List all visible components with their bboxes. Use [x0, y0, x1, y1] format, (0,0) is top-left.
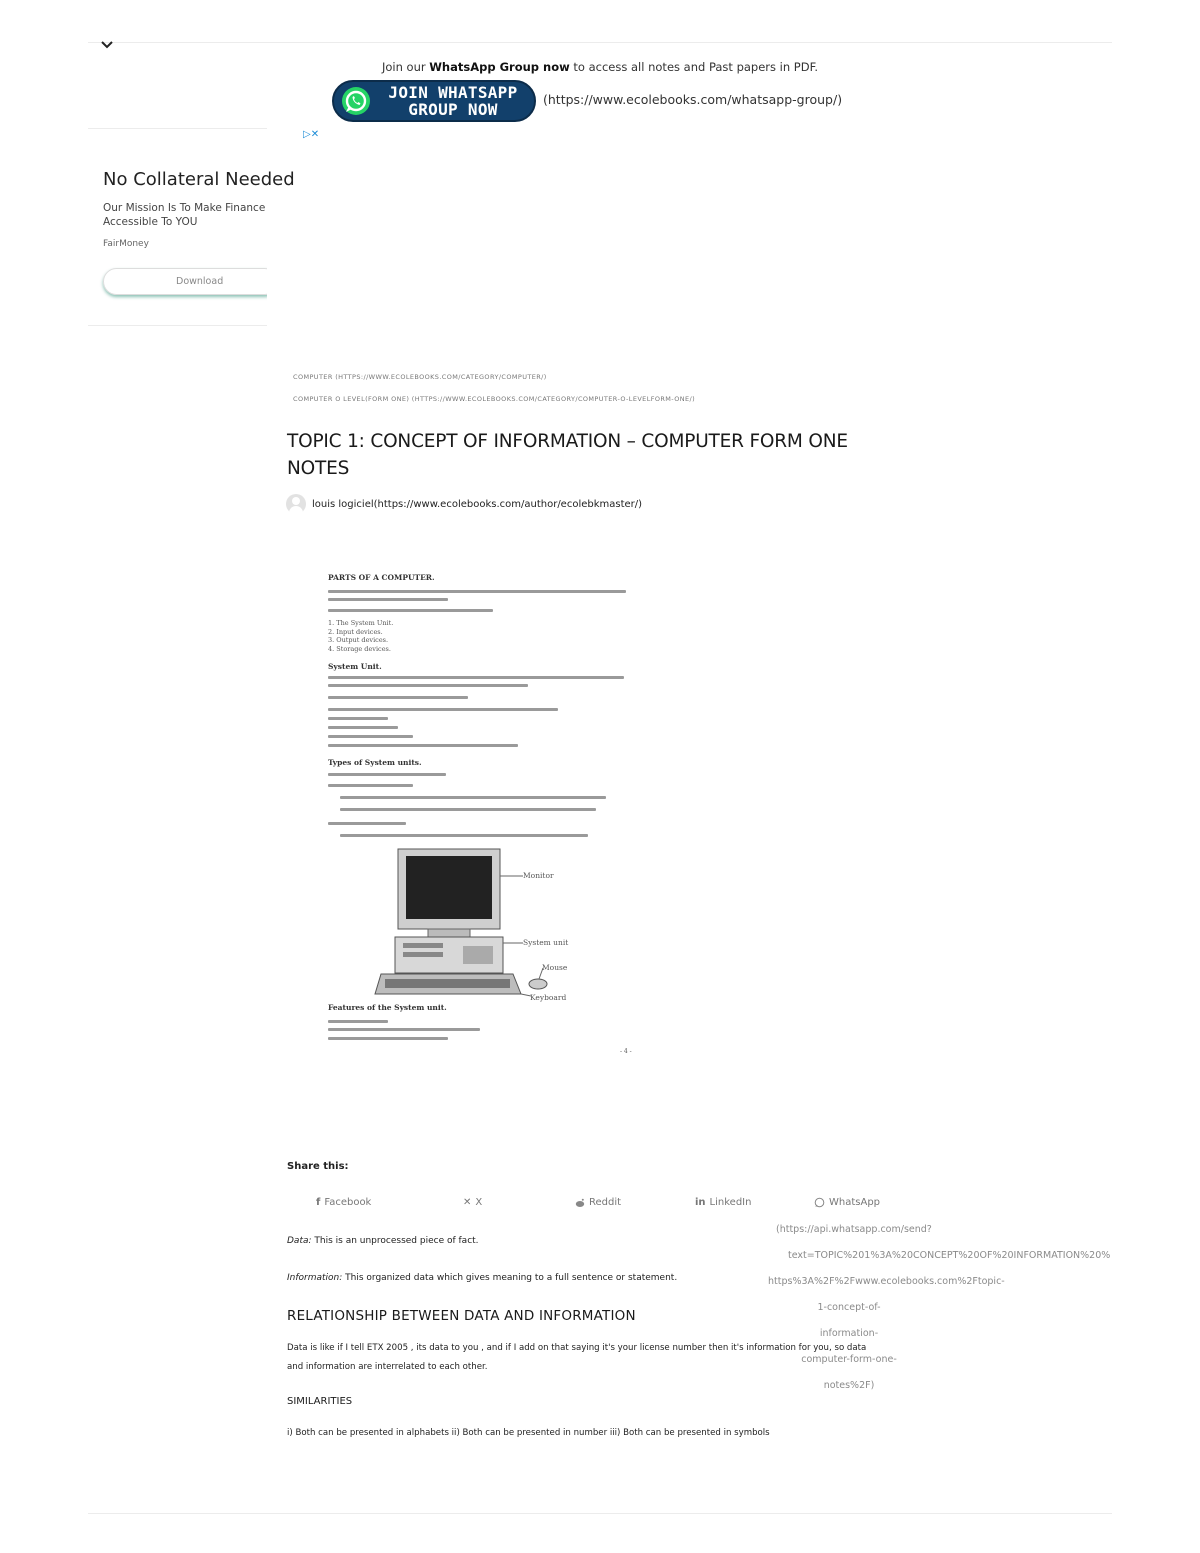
- author-name[interactable]: louis logiciel(https://www.ecolebooks.com/author/ecolebkmaster/): [312, 498, 643, 510]
- ad-download-button[interactable]: Download: [103, 268, 278, 295]
- share-reddit-button[interactable]: Reddit: [575, 1197, 621, 1208]
- join-whatsapp-button[interactable]: [332, 80, 536, 122]
- document-image: [318, 566, 638, 1062]
- share-whatsapp-button[interactable]: WhatsApp: [814, 1197, 880, 1208]
- doc-section-system-unit: System Unit.: [328, 662, 382, 671]
- doc-text-line: [340, 834, 588, 837]
- linkedin-icon: in: [695, 1197, 706, 1208]
- doc-text-line: [328, 744, 518, 747]
- relationship-text-line1: Data is like if I tell ETX 2005 , its data to you , and if I add on that saying it's your license number then it's information for you, so data: [287, 1343, 867, 1353]
- similarities-heading: SIMILARITIES: [287, 1396, 353, 1407]
- share-label: Share this:: [287, 1161, 349, 1172]
- doc-text-line: [340, 808, 596, 811]
- x-logo-icon: ✕: [463, 1197, 472, 1208]
- information-definition: Information: This organized data which gives meaning to a full sentence or statement.: [287, 1273, 678, 1283]
- data-definition: Data: This is an unprocessed piece of fact.: [287, 1236, 479, 1246]
- whatsapp-icon: [340, 85, 372, 117]
- doc-text-line: [328, 1020, 388, 1023]
- doc-text-line: [328, 684, 528, 687]
- author-byline[interactable]: [286, 494, 642, 514]
- doc-text-line: [328, 717, 388, 720]
- ad-brand: FairMoney: [103, 239, 149, 249]
- doc-text-line: [328, 1037, 448, 1040]
- whatsapp-button-line1: JOIN WHATSAPP: [388, 83, 518, 102]
- doc-text-line: [328, 1028, 480, 1031]
- doc-label-monitor: Monitor: [523, 871, 554, 880]
- whatsapp-button-line2: GROUP NOW: [408, 100, 498, 119]
- ad-clip-mask: [267, 255, 287, 315]
- relationship-text-line2: and information are interrelated to each other.: [287, 1362, 488, 1372]
- doc-text-line: [328, 735, 413, 738]
- reddit-icon: [575, 1198, 585, 1208]
- whatsapp-icon: [814, 1197, 825, 1208]
- breadcrumb-category-form-one[interactable]: COMPUTER O LEVEL(FORM ONE) (HTTPS://WWW.ECOLEBOOKS.COM/CATEGORY/COMPUTER-O-LEVELFORM-ONE/): [293, 395, 696, 403]
- ad-bottom-divider: [88, 325, 267, 326]
- doc-text-line: [328, 784, 413, 787]
- whatsapp-group-link[interactable]: (https://www.ecolebooks.com/whatsapp-group/): [543, 92, 843, 107]
- doc-text-line: [328, 773, 446, 776]
- chevron-down-icon[interactable]: [99, 38, 115, 52]
- top-divider: [88, 42, 1112, 43]
- relationship-heading: RELATIONSHIP BETWEEN DATA AND INFORMATION: [287, 1308, 636, 1324]
- similarities-text: i) Both can be presented in alphabets ii) Both can be presented in number iii) Both can be presented in symbols: [287, 1428, 770, 1438]
- facebook-icon: f: [316, 1197, 321, 1208]
- doc-section-types: Types of System units.: [328, 758, 422, 767]
- avatar: [286, 494, 306, 514]
- doc-text-line: [328, 708, 558, 711]
- ad-title[interactable]: No Collateral Needed: [103, 169, 295, 190]
- doc-page-number: - 4 -: [620, 1048, 632, 1055]
- doc-text-line: [328, 609, 493, 612]
- computer-illustration: [373, 846, 573, 1006]
- doc-text-line: [328, 676, 624, 679]
- page-title: TOPIC 1: CONCEPT OF INFORMATION – COMPUTER FORM ONE NOTES: [287, 431, 848, 479]
- doc-label-system-unit: System unit: [523, 938, 569, 947]
- ad-choices-icon[interactable]: ▷✕: [303, 129, 320, 140]
- breadcrumb-category-computer[interactable]: COMPUTER (HTTPS://WWW.ECOLEBOOKS.COM/CATEGORY/COMPUTER/): [293, 373, 547, 381]
- doc-text-line: [328, 822, 406, 825]
- doc-text-line: [340, 796, 606, 799]
- doc-heading: PARTS OF A COMPUTER.: [328, 573, 435, 582]
- doc-text-line: [328, 726, 398, 729]
- share-facebook-button[interactable]: f Facebook: [316, 1197, 372, 1208]
- doc-label-keyboard: Keyboard: [530, 993, 567, 1002]
- ad-description: Our Mission Is To Make Finance Accessible To YOU: [103, 202, 266, 228]
- share-linkedin-button[interactable]: in LinkedIn: [695, 1197, 752, 1208]
- whatsapp-share-link[interactable]: (https://api.whatsapp.com/send? text=TOPIC%201%3A%20CONCEPT%20OF%20INFORMATION%20% https%3A%2F%2Fwww.ecolebooks.com%2Ftopic- 1-concept-of- information- computer-form-one- notes%2F): [768, 1224, 1111, 1391]
- doc-text-line: [328, 590, 626, 593]
- doc-text-line: [328, 696, 468, 699]
- whatsapp-promo-text: Join our WhatsApp Group now to access all notes and Past papers in PDF.: [381, 60, 819, 74]
- doc-label-mouse: Mouse: [542, 963, 568, 972]
- doc-list: 1. The System Unit. 2. Input devices. 3. Output devices. 4. Storage devices.: [328, 619, 394, 653]
- doc-section-features: Features of the System unit.: [328, 1003, 447, 1012]
- share-x-button[interactable]: ✕ X: [463, 1197, 483, 1208]
- footer-divider: [88, 1513, 1112, 1514]
- doc-text-line: [328, 598, 448, 601]
- ad-top-divider: [88, 128, 267, 129]
